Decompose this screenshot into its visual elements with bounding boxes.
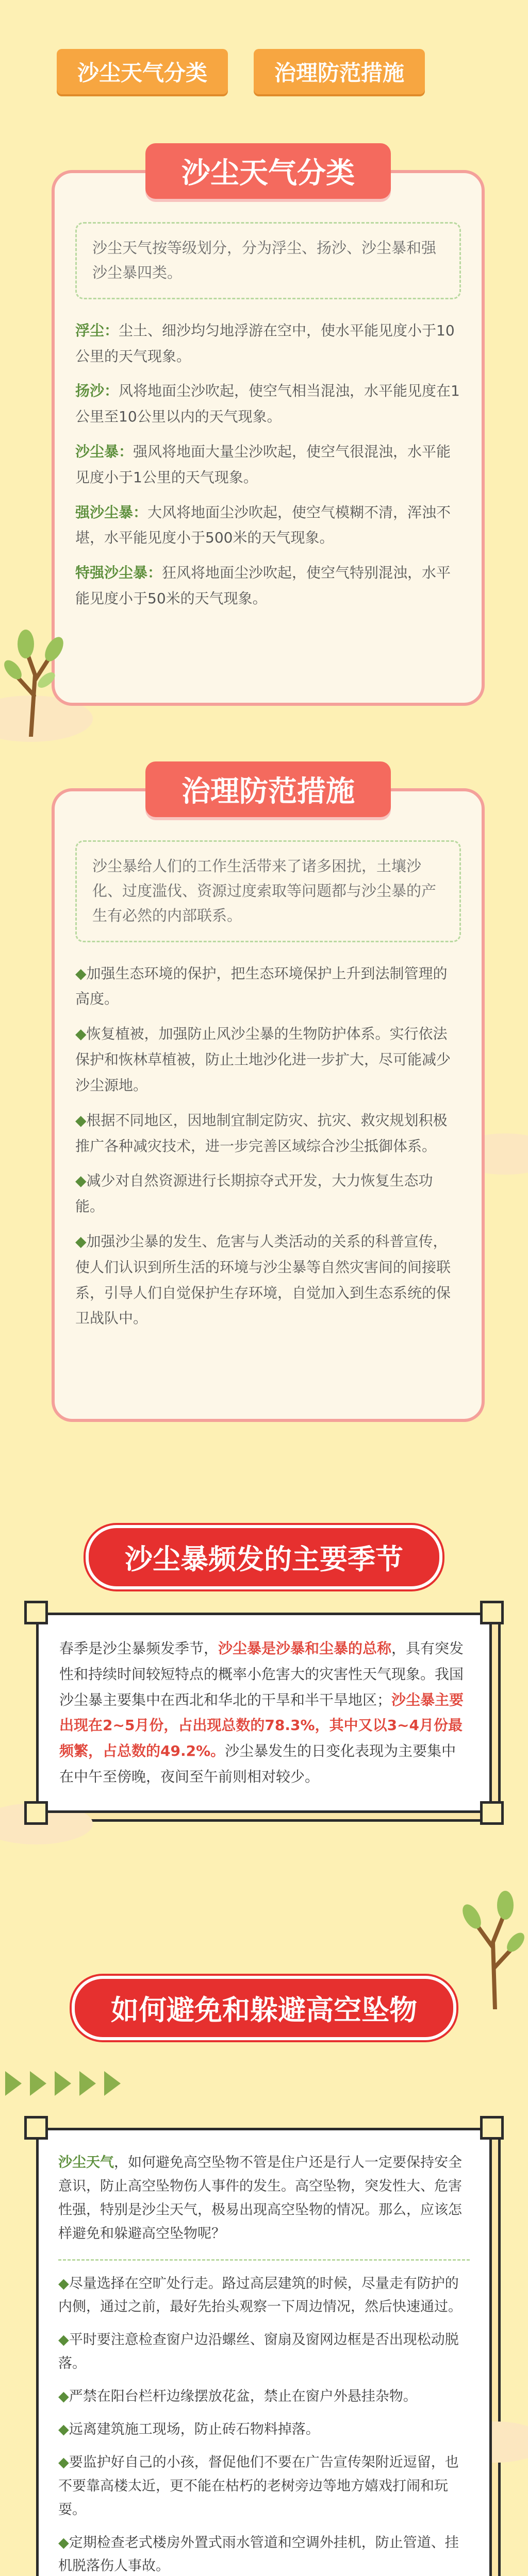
list-item: [75, 1229, 461, 1331]
bullet-icon: ◆: [58, 2332, 69, 2348]
prevention-intro: 沙尘暴给人们的工作生活带来了诸多困扰，土壤沙化、过度滥伐、资源过度索取等问题都与沙尘暴的产生有必然的内部联系。: [75, 840, 461, 942]
item-term: 强沙尘暴：: [75, 503, 148, 521]
season-text-part: ，具有突发性和持续时间较短特点的概率小危害大的灾害性天气现象。我国沙尘暴主要集中在西北和华北的干旱和半干旱地区；: [59, 1640, 464, 1708]
corner-notch: [480, 1801, 504, 1825]
corner-notch: [24, 1801, 48, 1825]
intro-text: ，如何避免高空坠物不管是住户还是行人一定要保持安全意识，防止高空坠物伤人事件的发生。高空坠物，突发性大、危害性强，特别是沙尘天气，极易出现高空坠物的情况。那么，应该怎样避免和躲避高空坠物呢？: [58, 2155, 462, 2242]
list-item: [75, 1021, 461, 1098]
classification-card: [52, 156, 485, 706]
bullet-icon: ◆: [58, 2421, 69, 2438]
corner-notch: [480, 2116, 504, 2140]
falling-list: [58, 2272, 470, 2576]
list-item: [58, 2272, 470, 2319]
item-term: 浮尘：: [75, 321, 119, 339]
classification-intro: 沙尘天气按等级划分，分为浮尘、扬沙、沙尘暴和强沙尘暴四类。: [75, 222, 461, 299]
item-text: 要监护好自己的小孩，督促他们不要在广告宣传架附近逗留，也不要靠高楼太近，更不能在枯朽的老树旁边等地方嬉戏打闹和玩耍。: [58, 2454, 459, 2518]
season-highlight: 沙尘暴是沙暴和尘暴的总称: [218, 1640, 392, 1657]
bullet-icon: ◆: [58, 2275, 69, 2292]
arrow-icon: [55, 2071, 71, 2096]
item-text: 加强生态环境的保护，把生态环境保护上升到法制管理的高度。: [75, 964, 448, 1008]
classification-title: 沙尘天气分类: [145, 143, 391, 199]
item-text: 尘土、细沙均匀地浮游在空中，使水平能见度小于10公里的天气现象。: [75, 321, 455, 365]
bullet-icon: ◆: [58, 2388, 69, 2405]
season-card: [36, 1613, 492, 1813]
corner-notch: [24, 2116, 48, 2140]
season-title: 沙尘暴频发的主要季节: [86, 1525, 442, 1589]
list-item: [58, 2531, 470, 2576]
list-item: [75, 500, 461, 551]
falling-objects-title: 如何避免和躲避高空坠物: [72, 1976, 456, 2040]
intro-term: 沙尘天气: [58, 2155, 114, 2171]
prevention-card: [52, 774, 485, 1422]
list-item: [75, 378, 461, 430]
item-text: 强风将地面大量尘沙吹起，使空气很混浊，水平能见度小于1公里的天气现象。: [75, 443, 451, 486]
season-text-part: 沙尘暴发生的日变化表现为主要集中在中午至傍晚，夜间至午前则相对较少。: [59, 1742, 456, 1786]
item-text: 恢复植被，加强防止风沙尘暴的生物防护体系。实行依法保护和恢林草植被，防止土地沙化进一步扩大，尽可能减少沙尘源地。: [75, 1025, 451, 1094]
classification-list: [75, 318, 461, 612]
bullet-icon: ◆: [75, 1172, 87, 1190]
bullet-icon: ◆: [75, 1232, 87, 1250]
falling-intro: [58, 2151, 470, 2246]
item-text: 狂风将地面尘沙吹起，使空气特别混浊，水平能见度小于50米的天气现象。: [75, 564, 451, 607]
item-text: 尽量选择在空旷处行走。路过高层建筑的时候，尽量走有防护的内侧，通过之前，最好先抬头观察一下周边情况，然后快速通过。: [58, 2275, 462, 2315]
tab-classification[interactable]: 沙尘天气分类: [57, 49, 228, 94]
arrow-icon: [79, 2071, 96, 2096]
item-text: 远离建筑施工现场，防止砖石物料掉落。: [69, 2421, 320, 2438]
list-item: [58, 2418, 470, 2442]
tree-illustration: [454, 1875, 528, 2009]
prevention-title: 治理防范措施: [145, 761, 391, 817]
list-item: [75, 1108, 461, 1159]
item-text: 定期检查老式楼房外置式雨水管道和空调外挂机，防止管道、挂机脱落伤人事故。: [58, 2534, 459, 2574]
tab-prevention[interactable]: 治理防范措施: [254, 49, 425, 94]
bullet-icon: ◆: [75, 1025, 87, 1043]
arrow-icon: [104, 2071, 121, 2096]
item-term: 沙尘暴：: [75, 443, 134, 460]
bullet-icon: ◆: [58, 2454, 69, 2470]
list-item: [75, 439, 461, 490]
item-text: 严禁在阳台栏杆边缘摆放花盆，禁止在窗户外悬挂杂物。: [69, 2388, 417, 2405]
item-text: 风将地面尘沙吹起，使空气相当混浊，水平能见度在1公里至10公里以内的天气现象。: [75, 382, 460, 426]
list-item: [75, 560, 461, 612]
prevention-list: [75, 961, 461, 1332]
list-item: [58, 2385, 470, 2409]
item-text: 大风将地面尘沙吹起，使空气模糊不清，浑浊不堪，水平能见度小于500米的天气现象。: [75, 503, 451, 547]
item-text: 平时要注意检查窗户边沿螺丝、窗扇及窗网边框是否出现松动脱落。: [58, 2332, 459, 2372]
bullet-icon: ◆: [58, 2534, 69, 2551]
falling-objects-card: [36, 2128, 492, 2576]
corner-notch: [480, 1601, 504, 1624]
season-text-part: 春季是沙尘暴频发季节，: [59, 1640, 219, 1657]
item-text: 根据不同地区，因地制宜制定防灾、抗灾、救灾规划积极推广各种减灾技术，进一步完善区域综合沙尘抵御体系。: [75, 1111, 448, 1155]
season-text: [59, 1636, 469, 1790]
item-text: 减少对自然资源进行长期掠夺式开发，大力恢复生态功能。: [75, 1172, 433, 1215]
arrow-icon: [30, 2071, 46, 2096]
season-highlight: 沙尘暴主要出现在2~5月份，占出现总数的78.3%，其中又以3~4月份最频繁，占总数的49.2%。: [59, 1691, 464, 1760]
item-term: 扬沙：: [75, 382, 119, 400]
list-item: [75, 318, 461, 369]
bullet-icon: ◆: [75, 1111, 87, 1129]
arrow-icon: [5, 2071, 22, 2096]
list-item: [75, 1168, 461, 1219]
arrow-decoration: [5, 2071, 121, 2096]
list-item: [58, 2328, 470, 2376]
item-term: 特强沙尘暴：: [75, 564, 162, 582]
list-item: [58, 2451, 470, 2522]
top-tabs: [57, 49, 425, 94]
list-item: [75, 961, 461, 1012]
bullet-icon: ◆: [75, 964, 87, 982]
corner-notch: [24, 1601, 48, 1624]
item-text: 加强沙尘暴的发生、危害与人类活动的关系的科普宣传，使人们认识到所生活的环境与沙尘暴等自然灾害间的间接联系，引导人们自觉保护生存环境，自觉加入到生态系统的保卫战队中。: [75, 1232, 451, 1327]
tree-illustration: [0, 613, 77, 737]
